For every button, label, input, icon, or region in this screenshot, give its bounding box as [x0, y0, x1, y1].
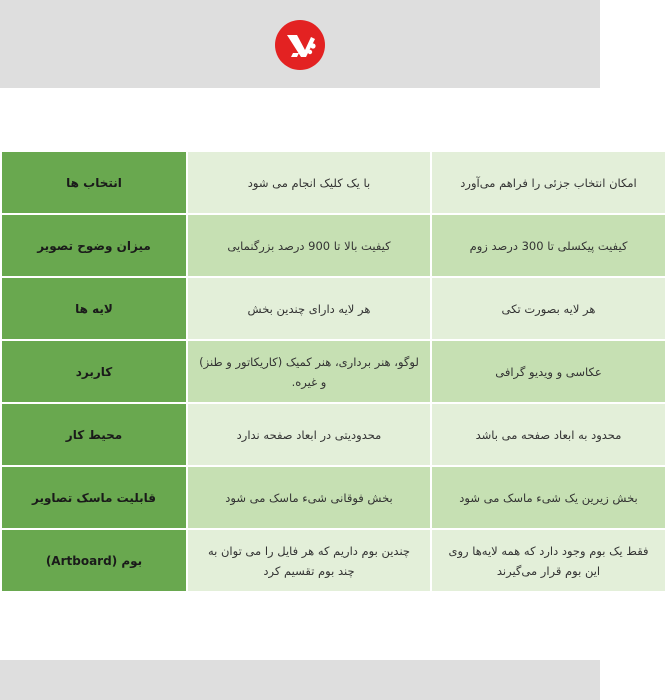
top-banner — [0, 0, 600, 88]
table-cell: امکان انتخاب جزئی را فراهم می‌آورد — [431, 152, 665, 214]
table-row — [1, 340, 665, 403]
table-cell: چندین بوم داریم که هر فایل را می توان به چند بوم تقسیم کرد — [187, 529, 431, 592]
row-label: لایه ها — [1, 277, 187, 340]
table-cell: با یک کلیک انجام می شود — [187, 152, 431, 214]
row-label: قابلیت ماسک تصاویر — [1, 466, 187, 529]
row-label: محیط کار — [1, 403, 187, 466]
row-label: کاربرد — [1, 340, 187, 403]
table-cell: عکاسی و ویدیو گرافی — [431, 340, 665, 403]
table-cell: فقط یک بوم وجود دارد که همه لایه‌ها روی این بوم قرار می‌گیرند — [431, 529, 665, 592]
table-row — [1, 277, 665, 340]
table-cell: محدودیتی در ابعاد صفحه ندارد — [187, 403, 431, 466]
table-cell: کیفیت پیکسلی تا 300 درصد زوم — [431, 214, 665, 277]
table-cell: محدود به ابعاد صفحه می باشد — [431, 403, 665, 466]
table-row — [1, 466, 665, 529]
table-cell: لوگو، هنر برداری، هنر کمیک (کاریکاتور و طنز) و غیره. — [187, 340, 431, 403]
row-label: بوم (Artboard) — [1, 529, 187, 592]
table-row — [1, 403, 665, 466]
table-row — [1, 152, 665, 214]
table-cell: هر لایه دارای چندین بخش — [187, 277, 431, 340]
table-cell: بخش زیرین یک شیء ماسک می شود — [431, 466, 665, 529]
comparison-table — [0, 152, 665, 593]
row-label: انتخاب ها — [1, 152, 187, 214]
table-cell: هر لایه بصورت تکی — [431, 277, 665, 340]
table-row — [1, 214, 665, 277]
row-label: میزان وضوح تصویر — [1, 214, 187, 277]
table-row — [1, 529, 665, 592]
brand-logo-icon[interactable] — [275, 20, 325, 70]
table-cell: بخش فوقانی شیء ماسک می شود — [187, 466, 431, 529]
bottom-banner — [0, 660, 600, 700]
table-cell: کیفیت بالا تا 900 درصد بزرگنمایی — [187, 214, 431, 277]
